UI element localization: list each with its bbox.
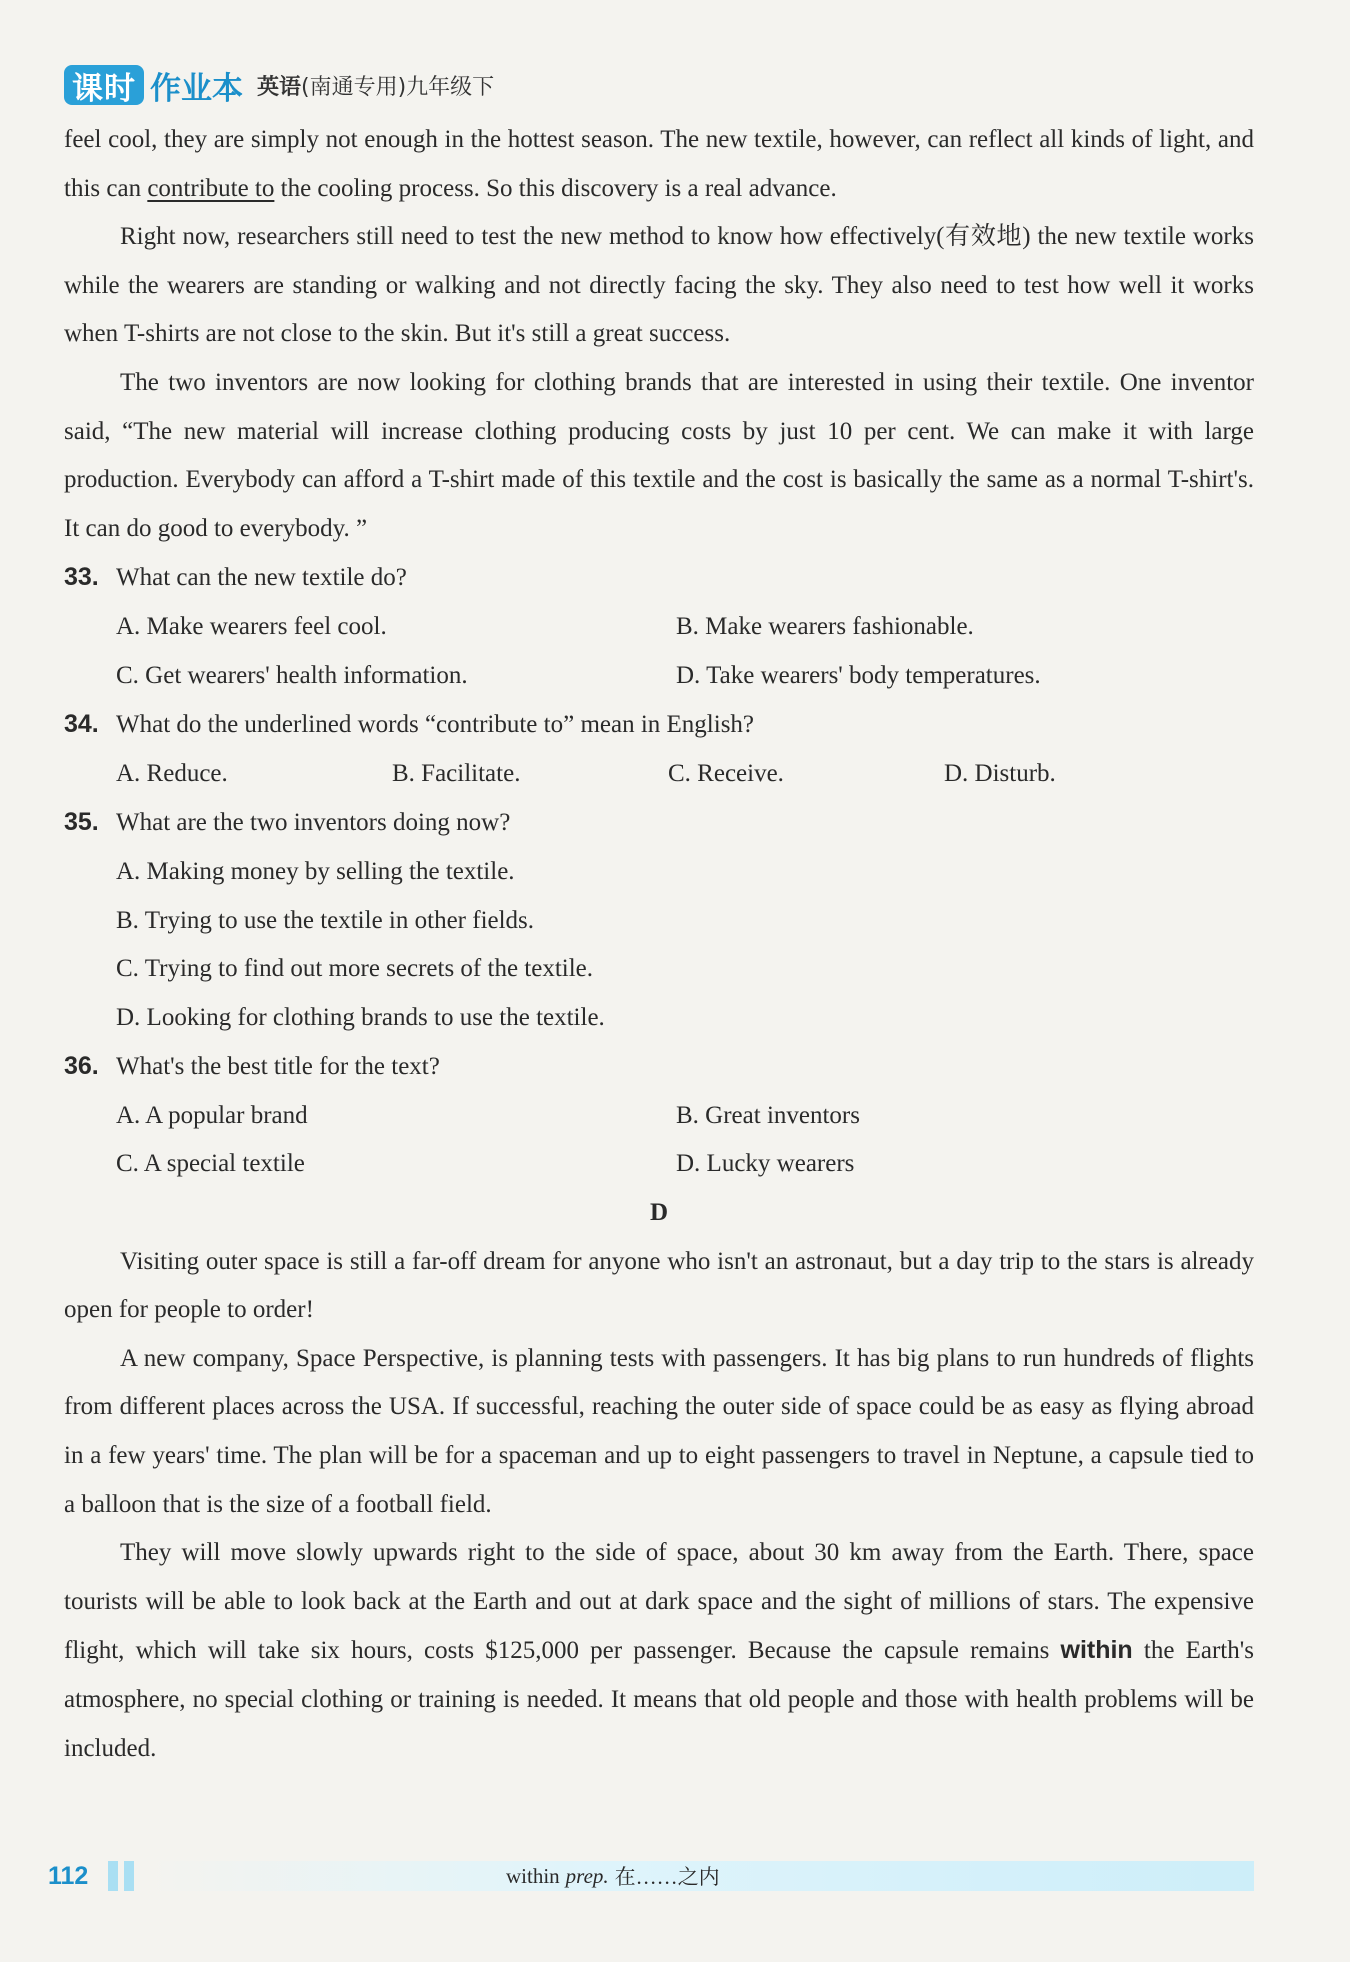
footer-bar-decoration xyxy=(124,1861,134,1891)
option-b[interactable]: B. Trying to use the textile in other fields. xyxy=(116,906,535,934)
gloss-part-of-speech: prep. xyxy=(565,1863,609,1888)
question-text: What's the best title for the text? xyxy=(116,1053,440,1081)
question-33 xyxy=(64,553,1254,603)
option-c[interactable]: C. Get wearers' health information. xyxy=(116,661,468,689)
option-a[interactable]: A. A popular brand xyxy=(116,1101,308,1129)
vocabulary-gloss xyxy=(146,1861,1254,1891)
text-run: They will move slowly upwards right to the side of space, about 30 km away from the Earth. There, space tourists will be able to look back at the Earth and out at dark space and the sight of millions of stars. The expensive flight, which will take six hours, costs $125,000 per passenger. Because the capsule remains xyxy=(64,1539,1254,1665)
passage-d-paragraph-1: Visiting outer space is still a far-off dream for anyone who isn't an astronaut, but a day trip to the stars is already open for people to order! xyxy=(64,1247,1254,1324)
question-text: What do the underlined words “contribute to” mean in English? xyxy=(116,711,755,739)
options-row xyxy=(64,603,1254,652)
subject-label xyxy=(257,70,494,101)
options-row xyxy=(64,1092,1254,1141)
text-run: feel cool, they are simply not enough in the hottest season. The new textile, however, can reflect all kinds of light, and this can xyxy=(64,126,1254,202)
series-title: 作业本 xyxy=(150,70,243,107)
page-footer xyxy=(48,1858,1254,1894)
question-number: 34. xyxy=(64,710,99,739)
options-row xyxy=(64,1140,1254,1189)
option-d[interactable]: D. Lucky wearers xyxy=(676,1150,855,1178)
gloss-meaning: 在……之内 xyxy=(614,1865,720,1889)
option-b[interactable]: B. Make wearers fashionable. xyxy=(676,612,974,640)
page-content xyxy=(64,116,1254,1773)
question-number: 35. xyxy=(64,808,99,837)
page-header xyxy=(64,62,494,108)
passage-d-paragraph-3 xyxy=(64,1529,1254,1773)
option-a[interactable]: A. Make wearers feel cool. xyxy=(116,612,387,640)
bold-keyword: within xyxy=(1060,1636,1133,1665)
section-heading-d: D xyxy=(649,1199,669,1227)
question-34 xyxy=(64,700,1254,750)
question-text: What can the new textile do? xyxy=(116,564,407,592)
text-run: the Earth's atmosphere, no special clothing or training is needed. It means that old people and those with health problems will be included. xyxy=(64,1637,1254,1762)
passage-d-paragraph-2: A new company, Space Perspective, is planning tests with passengers. It has big plans to run hundreds of flights from different places across the USA. If successful, reaching the outer side of space could be as easy as flying abroad in a few years' time. The plan will be for a spaceman and up to eight passengers to travel in Neptune, a capsule tied to a balloon that is the size of a football field. xyxy=(64,1344,1254,1518)
series-logo: 课时 xyxy=(64,65,144,105)
passage-c-paragraph-1 xyxy=(64,116,1254,213)
option-c[interactable]: C. Trying to find out more secrets of the textile. xyxy=(116,955,594,983)
option-b[interactable]: B. Great inventors xyxy=(676,1101,860,1129)
question-36 xyxy=(64,1042,1254,1092)
option-d[interactable]: D. Take wearers' body temperatures. xyxy=(676,661,1041,689)
option-c[interactable]: C. Receive. xyxy=(668,759,784,787)
subject-rest: (南通专用)九年级下 xyxy=(301,74,495,100)
page-number: 112 xyxy=(48,1861,89,1890)
option-d[interactable]: D. Looking for clothing brands to use the textile. xyxy=(116,1003,605,1031)
options-row xyxy=(64,750,1254,799)
footer-bar-decoration xyxy=(108,1861,118,1891)
option-a[interactable]: A. Making money by selling the textile. xyxy=(116,857,515,885)
question-number: 36. xyxy=(64,1052,99,1081)
passage-c-paragraph-3: The two inventors are now looking for clothing brands that are interested in using their textile. One inventor said, “The new material will increase clothing producing costs by just 10 per cent. We can make it with large production. Everybody can afford a T-shirt made of this textile and the cost is basically the same as a normal T-shirt's. It can do good to everybody. ” xyxy=(64,368,1254,542)
question-number: 33. xyxy=(64,563,99,592)
passage-c-paragraph-2: Right now, researchers still need to test the new method to know how effectively(有效地) the new textile works while the wearers are standing or walking and not directly facing the sky. They also need to test how well it works when T-shirts are not close to the skin. But it's still a great success. xyxy=(64,223,1254,348)
option-b[interactable]: B. Facilitate. xyxy=(392,759,521,787)
subject-bold: 英语 xyxy=(257,74,302,100)
option-c[interactable]: C. A special textile xyxy=(116,1150,305,1178)
options-row xyxy=(64,652,1254,701)
gloss-word: within xyxy=(506,1863,560,1888)
question-text: What are the two inventors doing now? xyxy=(116,809,511,837)
text-run: the cooling process. So this discovery is a real advance. xyxy=(274,174,837,202)
option-a[interactable]: A. Reduce. xyxy=(116,759,228,787)
option-d[interactable]: D. Disturb. xyxy=(944,759,1056,787)
question-35 xyxy=(64,798,1254,848)
underlined-phrase: contribute to xyxy=(147,174,275,202)
